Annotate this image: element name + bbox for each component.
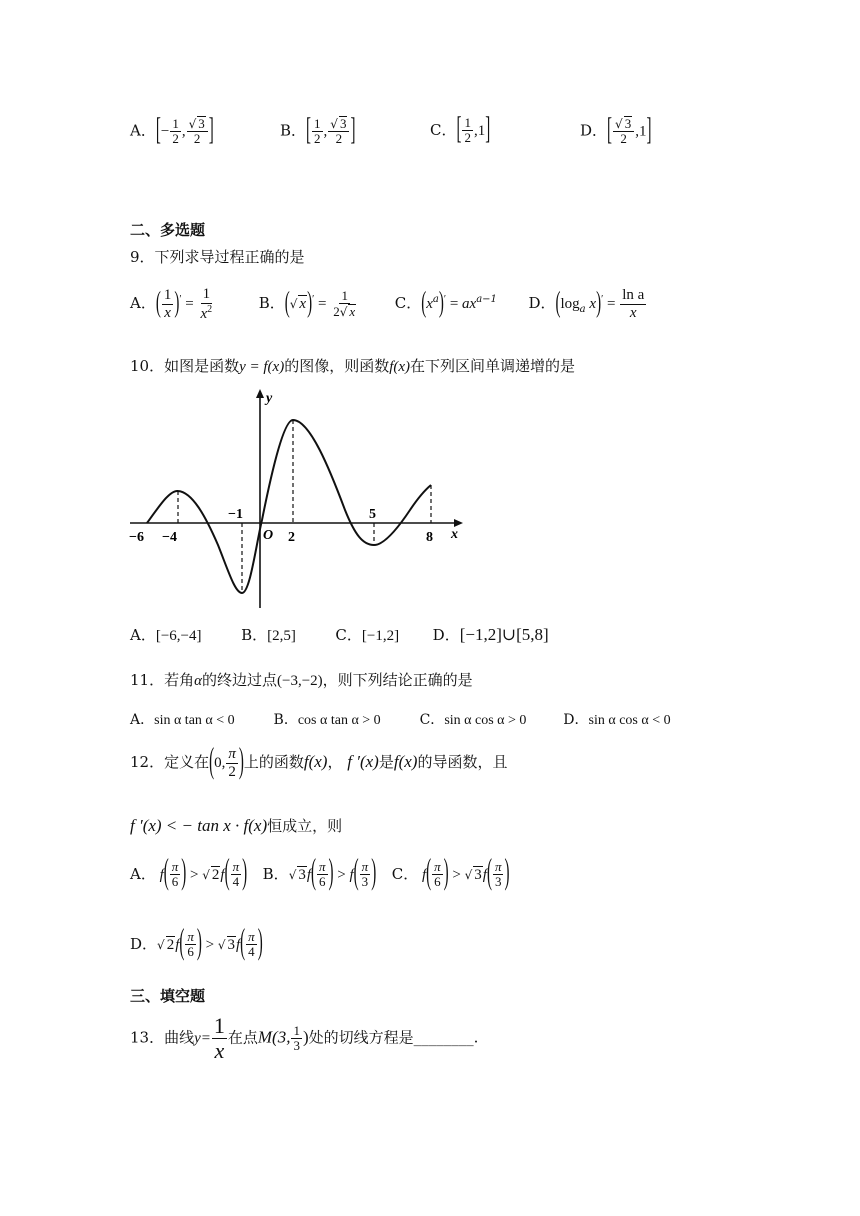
- fraction: $\frac{√ 3}{2}$: [187, 116, 208, 147]
- q11-option-d: D．sin α cos α < 0: [563, 712, 671, 728]
- tick-label-2: 2: [288, 530, 295, 545]
- q10-option-c: C．[−1,2]: [335, 626, 400, 644]
- section-heading-multiple-choice: 二、多选题: [130, 221, 206, 239]
- fraction: $\frac{1}{2}$: [172, 115, 179, 146]
- q8-option-c: C．[ $\frac{1}{2}$ ,1]: [430, 112, 491, 147]
- function-curve: [147, 420, 431, 593]
- fraction: $\frac{1}{x}$: [163, 287, 172, 321]
- y-axis-arrow: [256, 389, 264, 398]
- fraction: $\frac{1}{2√ x}$: [333, 287, 356, 319]
- q12-option-c: C． f( $\frac{\pi}{6}$ ) > √ 3f( $\frac{\pi}{3}$ ): [391, 854, 510, 893]
- section-heading-fill-in: 三、填空题: [130, 987, 206, 1005]
- tick-label-5: 5: [369, 507, 376, 522]
- q13-stem: 13．曲线y= $\frac{1}{x}$ 在点M(3, $\frac{1}{3}$ )处的切线方程是________.: [130, 1013, 479, 1064]
- q8-option-a: A．[− $\frac{1}{2}$ , $\frac{√ 3}{2}$ ]: [130, 113, 214, 148]
- fraction: $\frac{1}{x}$: [213, 1013, 225, 1064]
- fraction: $\frac{√ 3}{2}$: [328, 116, 349, 147]
- fraction: $\frac{\text{ln a}}{x}$: [622, 287, 645, 321]
- q9-options: [130, 286, 647, 322]
- q12-option-a: A． f( $\frac{\pi}{6}$ ) > √ 2f( $\frac{\pi}{4}$ ): [130, 854, 248, 893]
- q11-option-a: A．sin α tan α < 0: [130, 712, 235, 728]
- q11-option-b: B．cos α tan α > 0: [273, 712, 381, 728]
- tick-label-8: 8: [426, 530, 433, 545]
- q9-option-d: D．($\log_a$ x)′ = $\frac{\text{ln a}}{x}$: [528, 287, 645, 321]
- tick-label-neg1: −1: [228, 507, 243, 522]
- q10-option-d: D．[−1,2]∪[5,8]: [432, 625, 549, 644]
- q10-option-b: B．[2,5]: [241, 626, 296, 644]
- q12-options-abc: [130, 854, 510, 893]
- guide-lines: [178, 420, 431, 593]
- q10-stem: 10．如图是函数y = f(x)的图像，则函数f(x)在下列区间单调递增的是: [130, 357, 576, 375]
- q11-options: [130, 709, 671, 729]
- q12-stem-line1: 12．定义在(0, $\frac{\pi}{2}$ )上的函数f(x)， f ′(x)是f(x)的导函数，且: [130, 742, 508, 781]
- tick-label-neg4: −4: [162, 530, 177, 545]
- q9-option-a: A．( $\frac{1}{x}$ )′ = $\frac{1}{x^2}$: [130, 286, 213, 322]
- q10-options: [130, 624, 549, 645]
- q12-option-b: B．√ 3f( $\frac{\pi}{6}$ ) > f( $\frac{\pi}{3}$ ): [262, 854, 377, 893]
- q9-option-c: C．$(x^a)' = ax^{a-1}$: [394, 287, 497, 319]
- fraction: $\frac{1}{2}$: [314, 115, 321, 146]
- q10-option-a: A．[−6,−4]: [130, 626, 202, 644]
- axes: [130, 393, 458, 608]
- fraction: $\frac{√ 3}{2}$: [613, 116, 634, 147]
- fraction: $\frac{1}{2}$: [464, 115, 471, 146]
- q12-stem-line2: f ′(x) < − tan x · f(x)恒成立，则: [130, 816, 343, 835]
- option-label: D．: [580, 121, 608, 140]
- x-axis-label: x: [451, 527, 458, 542]
- origin-label: O: [263, 528, 274, 543]
- tick-label-neg6: −6: [129, 530, 144, 545]
- q11-option-c: C．sin α cos α > 0: [419, 712, 527, 728]
- q8-option-d: D．[ $\frac{√ 3}{2}$ ,1]: [580, 113, 652, 148]
- q9-stem: 9．下列求导过程正确的是: [130, 248, 305, 266]
- q12-option-d: D．√ 2f( $\frac{\pi}{6}$ ) > √ 3f( $\frac{\pi}{4}$ ): [130, 924, 263, 963]
- fraction: $\frac{1}{3}$: [293, 1022, 300, 1054]
- option-label: A．: [130, 121, 156, 140]
- function-graph: [125, 388, 470, 613]
- option-label: B．: [280, 121, 307, 140]
- fraction: $\frac{1}{x^2}$: [200, 286, 213, 322]
- q9-option-b: B．(√ x)′ = $\frac{1}{2√ x}$: [259, 294, 364, 312]
- q8-option-b: B．[ $\frac{1}{2}$ , $\frac{√ 3}{2}$ ]: [280, 113, 356, 148]
- q11-stem: 11．若角α的终边过点(−3,−2)，则下列结论正确的是: [130, 671, 473, 689]
- fraction: $\frac{\pi}{2}$: [228, 746, 236, 780]
- option-label: C．: [430, 120, 457, 139]
- x-axis-arrow: [454, 519, 463, 527]
- y-axis-label: y: [266, 391, 273, 406]
